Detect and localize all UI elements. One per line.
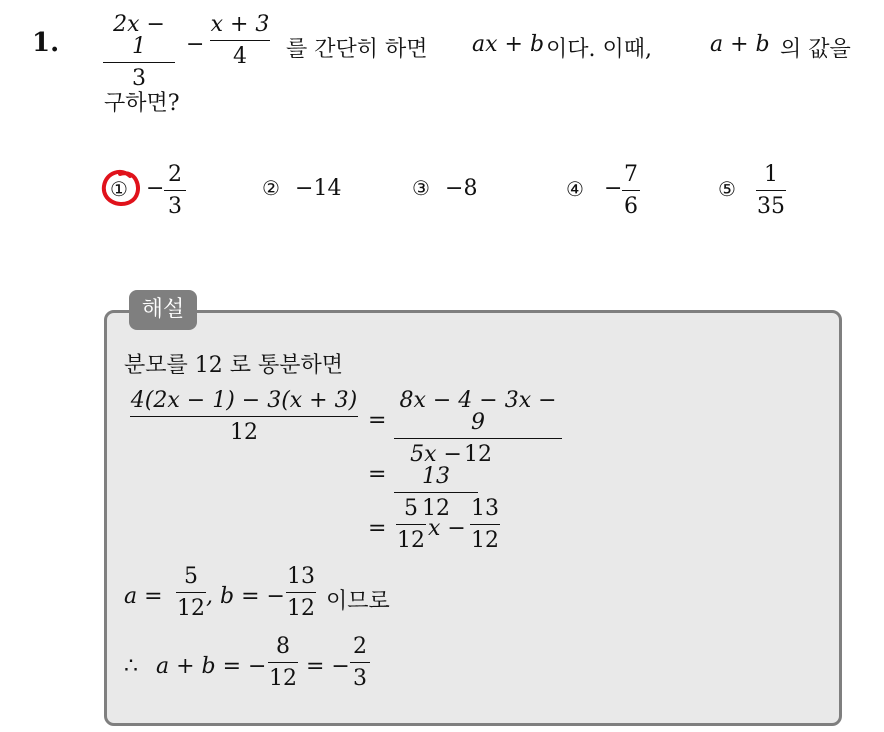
fraction-denominator: 6	[624, 194, 638, 219]
choice-5-fraction	[756, 164, 786, 218]
therefore-fraction-2	[350, 636, 370, 690]
choice-4-marker: ④	[566, 177, 584, 201]
fraction-denominator: 12	[269, 666, 297, 691]
equals-sign: =	[368, 516, 387, 541]
fraction-numerator: 8	[276, 634, 290, 659]
fraction-denominator: 12	[471, 528, 499, 553]
fraction-numerator: 5	[404, 496, 418, 521]
fraction-numerator: 4(2x − 1) − 3(x + 3)	[130, 388, 358, 413]
fraction-bar	[756, 190, 786, 191]
fraction-bar	[268, 662, 298, 663]
fraction-denominator: 12	[177, 596, 205, 621]
fraction-bar	[396, 524, 426, 525]
question-ax-b: ax + b	[472, 32, 545, 57]
question-text-1: 를 간단히 하면	[286, 37, 428, 62]
question-fraction-2	[210, 14, 270, 68]
choice-5-marker: ⑤	[718, 177, 736, 201]
choice-2-marker: ②	[262, 176, 280, 200]
choice-1-sign: −	[146, 176, 165, 201]
choice-4[interactable]	[566, 164, 656, 224]
equals-sign: =	[368, 462, 387, 487]
therefore-lhs: a + b = −	[156, 654, 267, 679]
question-text-2: 이다. 이때,	[546, 37, 652, 62]
fraction-denominator: 12	[287, 596, 315, 621]
ab-suffix: 이므로	[326, 589, 390, 614]
fraction-numerator: 2	[168, 162, 182, 187]
choice-4-sign: −	[604, 176, 623, 201]
question-a-plus-b: a + b	[710, 32, 770, 57]
fraction-bar	[176, 592, 206, 593]
fraction-bar	[286, 592, 316, 593]
fraction-denominator: 4	[233, 44, 247, 69]
question-number: 1.	[32, 28, 60, 58]
choice-4-fraction	[622, 164, 640, 218]
fraction-denominator: 3	[353, 666, 367, 691]
choice-1[interactable]	[100, 164, 240, 224]
therefore-symbol: ∴	[124, 654, 138, 679]
fraction-denominator: 35	[757, 194, 785, 219]
fraction-denominator: 12	[230, 420, 258, 445]
equals-sign: =	[368, 408, 387, 433]
a-value-fraction	[176, 566, 206, 620]
fraction-denominator: 12	[397, 528, 425, 553]
step3-x-minus: x −	[428, 516, 466, 541]
fraction-bar	[394, 492, 478, 493]
fraction-denominator: 12	[422, 496, 450, 521]
fraction-bar	[394, 438, 562, 439]
fraction-numerator: 5x − 13	[410, 442, 462, 489]
fraction-bar	[210, 40, 270, 41]
fraction-bar	[622, 190, 640, 191]
choice-2-value: −14	[295, 176, 342, 201]
fraction-denominator: 3	[132, 66, 146, 91]
therefore-mid: = −	[306, 654, 350, 679]
fraction-bar	[350, 662, 370, 663]
fraction-numerator: 13	[287, 564, 315, 589]
b-value-fraction	[286, 566, 316, 620]
fraction-bar	[164, 190, 186, 191]
minus-sign: −	[186, 32, 205, 57]
choice-3-marker: ③	[412, 176, 430, 200]
fraction-numerator: 2	[353, 634, 367, 659]
choice-5[interactable]	[718, 164, 798, 224]
fraction-numerator: x + 3	[210, 12, 270, 37]
choice-1-marker: ①	[110, 177, 128, 201]
fraction-numerator: 2x − 1	[113, 12, 165, 59]
step3-fraction-b	[470, 498, 500, 552]
fraction-numerator: 5	[184, 564, 198, 589]
fraction-numerator: 7	[624, 162, 638, 187]
choice-3-value: −8	[445, 176, 478, 201]
fraction-denominator: 12	[464, 442, 492, 467]
b-equals: , b = −	[206, 584, 285, 609]
fraction-bar	[103, 62, 175, 63]
question-text-line2: 구하면?	[104, 91, 180, 116]
choice-3[interactable]	[412, 176, 477, 201]
therefore-fraction-1	[268, 636, 298, 690]
a-equals: a =	[124, 584, 163, 609]
step1-lhs-fraction	[130, 390, 358, 444]
fraction-denominator: 3	[168, 194, 182, 219]
solution-intro: 분모를 12 로 통분하면	[124, 353, 343, 378]
fraction-numerator: 8x − 4 − 3x − 9	[399, 388, 557, 435]
choice-1-fraction	[164, 164, 186, 218]
step3-fraction-a	[396, 498, 426, 552]
fraction-numerator: 13	[471, 496, 499, 521]
question-fraction-1	[103, 14, 175, 90]
fraction-bar	[130, 416, 358, 417]
choice-2[interactable]	[262, 176, 341, 201]
question-text-3: 의 값을	[780, 37, 851, 62]
fraction-numerator: 1	[764, 162, 778, 187]
solution-tag: 해설	[129, 290, 197, 330]
fraction-bar	[470, 524, 500, 525]
